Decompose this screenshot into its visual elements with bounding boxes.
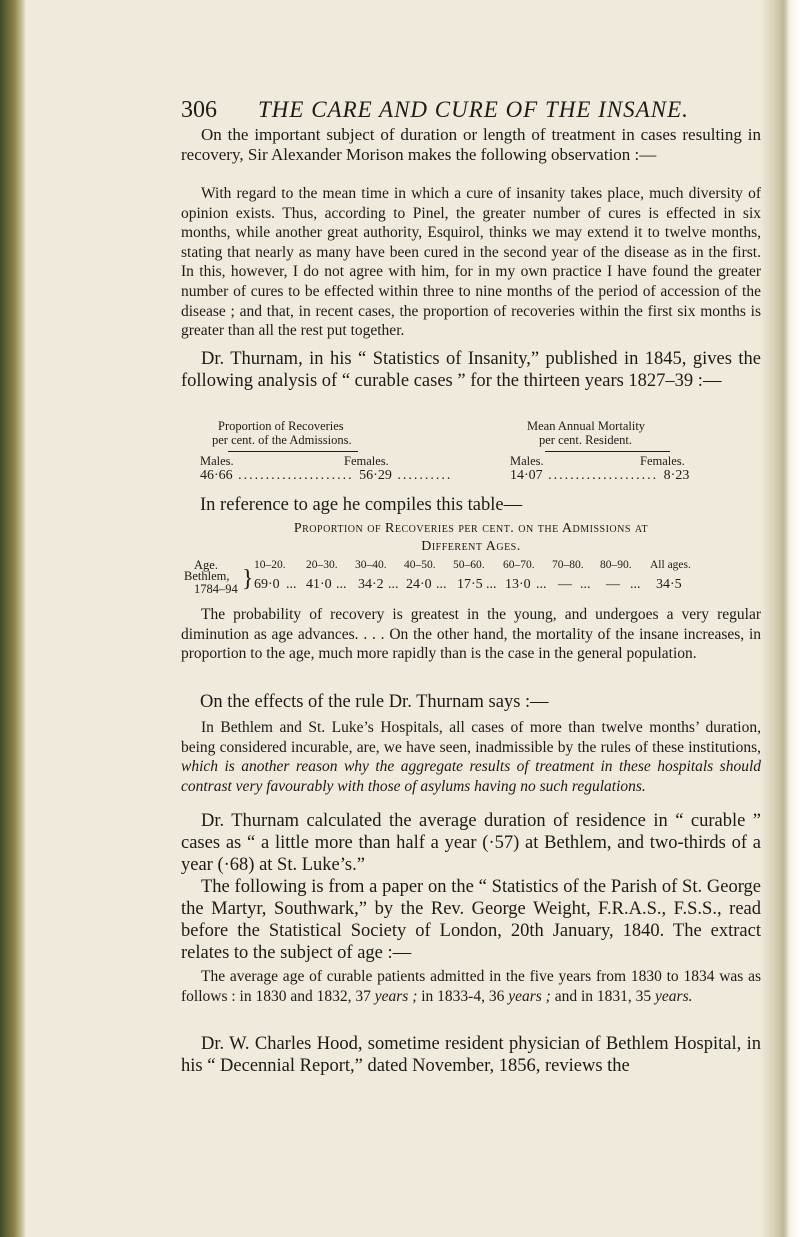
- age-group-3: 30–40.: [355, 559, 387, 571]
- paragraph-probability: The probability of recovery is greatest in the young, and undergoes a very regular diminution as age advances. . . . On the other hand, the mortality of the insane increases, in proportion to the age, much more rapidly than is the case in the general population.: [181, 606, 761, 663]
- mortality-row: 14·07 .................... 8·23: [510, 468, 690, 483]
- right-heading-brace: [545, 451, 670, 452]
- recovery-males-value: 46·66: [200, 468, 233, 483]
- value-40-50: 24·0: [406, 577, 432, 592]
- mortality-females-value: 8·23: [663, 468, 690, 483]
- running-title: THE CARE AND CURE OF THE INSANE.: [258, 97, 689, 122]
- mortality-males-value: 14·07: [510, 468, 543, 483]
- quote-bethlem-rules-plain: In Bethlem and St. Luke’s Hospitals, all cases of more than twelve months’ duration, being considered incurable, are, we have seen, inadmissible by the rules of these institutions,: [181, 719, 761, 756]
- quote-average-age-years-3: years.: [655, 987, 693, 1005]
- value-70-80: —: [558, 577, 572, 592]
- quote-average-age: [181, 967, 761, 1027]
- paragraph-intro: On the important subject of duration or length of treatment in cases resulting in recovery, Sir Alexander Morison makes the following observation :—: [181, 125, 761, 164]
- sep-1: ...: [286, 577, 297, 592]
- quote-bethlem-rules-italic: which is another reason why the aggregate results of treatment in these hospitals should contrast very favourably with those of asylums having no such regulations.: [181, 758, 761, 795]
- left-heading-line-2: per cent. of the Admissions.: [212, 433, 352, 447]
- left-heading-line-1: Proportion of Recoveries: [218, 419, 344, 433]
- value-all-ages: 34·5: [656, 577, 682, 592]
- value-10-20: 69·0: [254, 577, 280, 592]
- age-group-2: 20–30.: [306, 559, 338, 571]
- females-label-left: Females.: [344, 454, 389, 468]
- recovery-females-value: 56·29: [359, 468, 392, 483]
- paragraph-weight-paper: The following is from a paper on the “ Statistics of the Parish of St. George the Martyr, Southwark,” by the Rev. George Weight, F.R.A.S., F.S.S., read before the Statistical Society of London, 20th January, 1840. The extract relates to the subject of age :—: [181, 877, 761, 963]
- value-20-30: 41·0: [306, 577, 332, 592]
- quote-average-age-part-3: and in 1831, 35: [550, 987, 656, 1005]
- age-table-title-2: Different Ages.: [421, 539, 521, 554]
- paragraph-thurnam-analysis: Dr. Thurnam, in his “ Statistics of Insanity,” published in 1845, gives the following analysis of “ curable cases ” for the thirteen years 1827–39 :—: [181, 349, 761, 391]
- sep-3: ...: [388, 577, 399, 592]
- age-label: Age.: [194, 558, 218, 572]
- row-brace: }: [242, 566, 254, 592]
- females-label-right: Females.: [640, 454, 685, 468]
- age-group-7: 70–80.: [552, 559, 584, 571]
- males-label-right: Males.: [510, 454, 544, 468]
- sep-8: ...: [630, 577, 641, 592]
- age-group-6: 60–70.: [503, 559, 535, 571]
- paragraph-average-duration: Dr. Thurnam calculated the average duration of residence in “ curable ” cases as “ a little more than half a year (·57) at Bethlem, and two-thirds of a year (·68) at St. Luke’s.”: [181, 811, 761, 875]
- right-heading-line-2: per cent. Resident.: [539, 433, 633, 447]
- sep-2: ...: [336, 577, 347, 592]
- paragraph-age-table-intro: In reference to age he compiles this table—: [200, 495, 523, 515]
- quote-bethlem-rules: [181, 718, 761, 800]
- quote-morison: With regard to the mean time in which a cure of insanity takes place, much diversity of opinion exists. Thus, according to Pinel, the greater number of cures is effected in six months, while another great authority, Esquirol, thinks we may extend it to twelve months, stating that nearly as many have been cured in the second year of the disease as in the first. In this, however, I do not agree with him, for in my own practice I have found the greater number of cures to be effected within three to nine months of the period of accession of the disease ; and that, in recent cases, the proportion of recoveries within the first six months is greater than all the rest put together.: [181, 185, 761, 340]
- sep-4: ...: [436, 577, 447, 592]
- age-group-4: 40–50.: [404, 559, 436, 571]
- left-heading-brace: [228, 451, 358, 452]
- males-label-left: Males.: [200, 454, 234, 468]
- row-label-bethlem: Bethlem,: [184, 569, 230, 583]
- value-30-40: 34·2: [358, 577, 384, 592]
- age-group-8: 80–90.: [600, 559, 632, 571]
- sep-7: ...: [580, 577, 591, 592]
- recovery-row: 46·66 ..................... 56·29 ..........: [200, 468, 453, 483]
- quote-average-age-years-1: years ;: [374, 987, 418, 1005]
- sep-5: ...: [486, 577, 497, 592]
- age-group-1: 10–20.: [254, 559, 286, 571]
- page-number: 306: [181, 97, 217, 123]
- paragraph-hood-report: Dr. W. Charles Hood, sometime resident physician of Bethlem Hospital, in his “ Decennial Report,” dated November, 1856, reviews the: [181, 1034, 761, 1076]
- value-50-60: 17·5: [457, 577, 483, 592]
- sep-6: ...: [536, 577, 547, 592]
- age-group-5: 50–60.: [453, 559, 485, 571]
- quote-average-age-years-2: years ;: [508, 987, 551, 1005]
- right-heading-line-1: Mean Annual Mortality: [527, 419, 646, 433]
- value-80-90: —: [606, 577, 620, 592]
- age-table-title-1: Proportion of Recoveries per cent. on the Admissions at: [293, 521, 649, 536]
- paragraph-rule-effects: On the effects of the rule Dr. Thurnam says :—: [200, 692, 549, 712]
- row-label-years: 1784–94: [194, 582, 238, 596]
- age-group-all: All ages.: [650, 559, 691, 571]
- quote-average-age-part-1: The average age of curable patients admitted in the five years from 1830 to 1834 was as follows : in 1830 and 1832, 37: [181, 968, 761, 1005]
- quote-average-age-part-2: in 1833-4, 36: [417, 987, 509, 1005]
- value-60-70: 13·0: [505, 577, 531, 592]
